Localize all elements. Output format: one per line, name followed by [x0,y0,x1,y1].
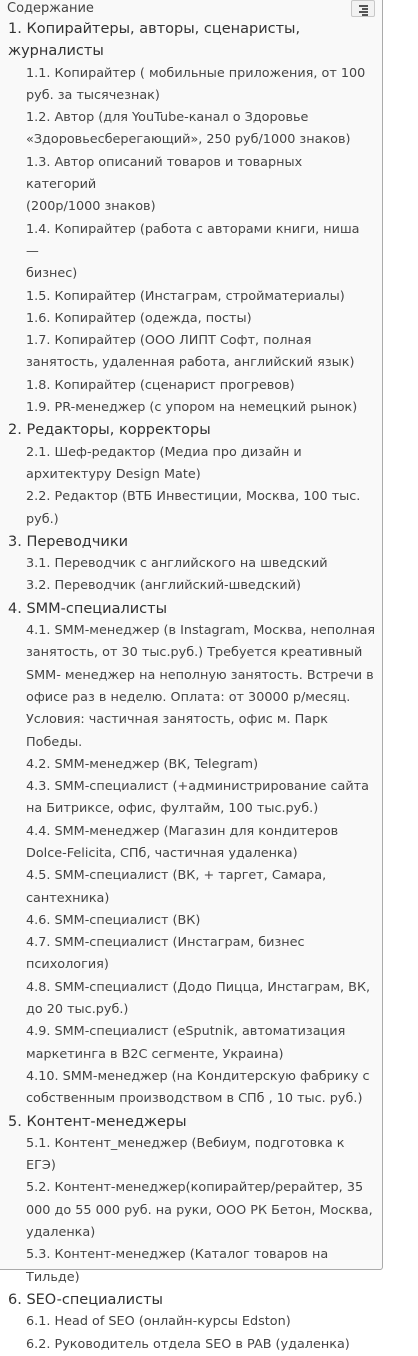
toc-item-line: 1.4. Копирайтер (работа с авторами книги, ниша — [26,221,360,259]
toc-item-line: 1.2. Автор (для YouTube-канал о Здоровье [26,110,309,126]
toc-section-link[interactable]: 3. Переводчики [8,533,129,550]
toc-item-link[interactable] [0,977,382,1022]
toc-section-link[interactable]: 6. SEO-специалисты [8,1291,163,1308]
toc-item-line: Тильде) [26,1269,80,1285]
toc-item-link[interactable] [0,486,382,531]
toc-item-link[interactable] [0,1311,382,1333]
list-toggle-icon[interactable] [351,0,375,17]
toc-item-line: 4.2. SMM-менеджер (ВК, Telegram) [26,756,259,772]
toc-section-link[interactable]: 2. Редакторы, корректоры [8,422,211,439]
toc-item-line: сантехника) [26,890,110,906]
toc-item-link[interactable] [0,397,382,419]
toc-item-line: 4.1. SMM-менеджер (в Instagram, Москва, неполная [26,623,376,639]
toc-section [0,419,382,441]
toc-item-line: 5.1. Контент_менеджер (Вебиум, подготовка к ЕГЭ) [26,1135,345,1174]
toc-item-line: психология) [26,957,109,973]
toc-item-line: 3.1. Переводчик с английского на шведский [26,556,328,572]
toc-title: Содержание [7,1,94,16]
toc-item-line: 4.3. SMM-специалист (+администрирование сайта [26,779,369,795]
toc-item-line: Победы. [26,734,83,750]
toc-item-line: 4.9. SMM-специалист (eSputnik, автоматизация [26,1024,346,1040]
toc-item-line: удаленка) [26,1225,96,1241]
toc-item-link[interactable] [0,865,382,910]
toc-item-line: 1.1. Копирайтер ( мобильные приложения, от 100 [26,65,366,81]
toc-item-link[interactable] [0,375,382,397]
toc-item-link[interactable] [0,219,382,286]
toc-item-line: 000 до 55 000 руб. на руки, ООО РК Бетон, Москва, [26,1202,373,1218]
toc-section [0,1111,382,1133]
toc-section [0,531,382,553]
toc-item-line: 4.8. SMM-специалист (Додо Пицца, Инстаграм, ВК, [26,979,371,995]
toc-item-link[interactable] [0,575,382,597]
toc-item-link[interactable] [0,107,382,152]
toc-item-line: SMM- менеджер на неполную занятость. Встречи в [26,667,374,683]
toc-item-line: собственным производством в СПб , 10 тыс. руб.) [26,1091,363,1107]
toc-item-line: 2.2. Редактор (ВТБ Инвестиции, Москва, 100 тыс. [26,489,361,505]
toc-item-line: 6.2. Руководитель отдела SEO в PAB (удаленка) [26,1336,350,1352]
toc-item-link[interactable] [0,1021,382,1066]
toc-item-line: 4.4. SMM-менеджер (Магазин для кондитеров [26,823,339,839]
toc-item-line: архитектуру Design Mate) [26,466,201,482]
toc-item-line: руб.) [26,511,59,527]
toc-item-link[interactable] [0,1133,382,1178]
toc-item-line: 2.1. Шеф-редактор (Медиа про дизайн и [26,444,302,460]
toc-item-link[interactable] [0,330,382,375]
toc-item-link[interactable] [0,1334,382,1356]
toc-header [0,0,382,18]
toc-section [0,1289,382,1311]
toc-item-line: 1.9. PR-менеджер (с упором на немецкий рынок) [26,400,358,416]
toc-item-link[interactable] [0,1177,382,1244]
toc-item-link[interactable] [0,776,382,821]
toc-item-line: Условия: частичная занятость, офис м. Парк [26,712,328,728]
toc-item-line: до 20 тыс.руб.) [26,1002,129,1018]
toc-item-link[interactable] [0,1066,382,1111]
toc-item-line: Dolce-Felicita, СПб, частичная удаленка) [26,845,298,861]
toc-item-line: занятость, от 30 тыс.руб.) Требуется креативный [26,645,363,661]
toc-item-line: маркетинга в B2C сегменте, Украина) [26,1046,284,1062]
toc-item-line: 6.1. Head of SEO (онлайн-курсы Edston) [26,1314,291,1330]
toc-item-line: «Здоровьесберегающий», 250 руб/1000 знаков) [26,132,351,148]
toc-section [0,18,382,63]
toc-item-line: 4.10. SMM-менеджер (на Кондитерскую фабрику с [26,1068,370,1084]
toc-section [0,598,382,620]
toc-item-line: 4.6. SMM-специалист (ВК) [26,912,201,928]
toc-section-link[interactable]: 4. SMM-специалисты [8,600,168,617]
toc-item-line: офисе раз в неделю. Оплата: от 30000 р/месяц. [26,689,351,705]
toc-item-line: 5.3. Контент-менеджер (Каталог товаров на [26,1247,329,1263]
toc-item-line: бизнес) [26,266,78,282]
toc-list [0,18,382,1356]
toc-item-link[interactable] [0,1244,382,1289]
toc-item-line: 1.8. Копирайтер (сценарист прогревов) [26,377,295,393]
toc-item-line: 1.5. Копирайтер (Инстаграм, стройматериалы) [26,288,345,304]
toc-item-line: на Битриксе, офис, фултайм, 100 тыс.руб.) [26,801,319,817]
toc-item-link[interactable] [0,754,382,776]
toc-item-line: 4.7. SMM-специалист (Инстаграм, бизнес [26,935,305,951]
toc-item-link[interactable] [0,553,382,575]
toc-item-link[interactable] [0,910,382,932]
toc-section-link[interactable]: 5. Контент-менеджеры [8,1113,187,1130]
toc-item-link[interactable] [0,63,382,108]
toc-item-line: 4.5. SMM-специалист (ВК, + таргет, Самара, [26,868,327,884]
toc-item-line: занятость, удаленная работа, английский язык) [26,355,355,371]
toc-item-link[interactable] [0,821,382,866]
toc-item-line: 3.2. Переводчик (английский-шведский) [26,578,301,594]
toc-item-line: 1.7. Копирайтер (ООО ЛИПТ Софт, полная [26,333,312,349]
toc-item-line: 5.2. Контент-менеджер(копирайтер/рерайтер, 35 [26,1180,364,1196]
toc-section-link[interactable]: 1. Копирайтеры, авторы, сценаристы, журналисты [8,21,301,60]
toc-item-link[interactable] [0,308,382,330]
toc-item-link[interactable] [0,286,382,308]
toc-item-line: руб. за тысячезнак) [26,87,160,103]
toc-item-link[interactable] [0,620,382,754]
toc-item-link[interactable] [0,932,382,977]
toc-item-line: 1.3. Автор описаний товаров и товарных категорий [26,154,303,193]
toc-item-line: 1.6. Копирайтер (одежда, посты) [26,310,252,326]
toc-item-link[interactable] [0,152,382,219]
toc-item-line: (200р/1000 знаков) [26,199,156,215]
toc-item-link[interactable] [0,442,382,487]
